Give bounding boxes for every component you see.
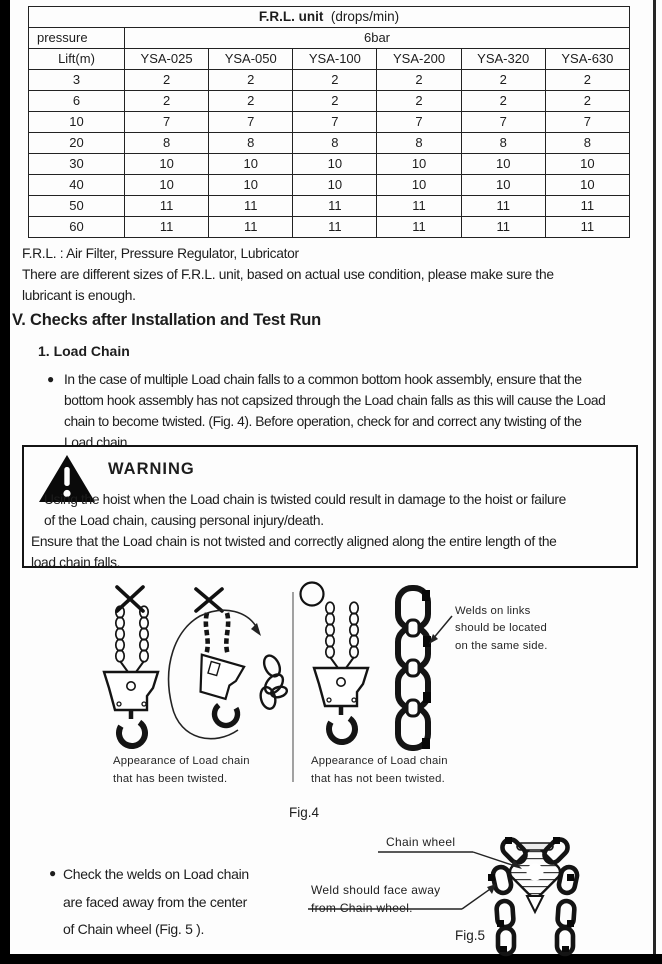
x-mark-icon (196, 589, 222, 611)
chain-wheel-label: Chain wheel (386, 835, 456, 849)
column-header: YSA-025 (125, 49, 209, 70)
caption-twisted: Appearance of Load chain that has been twisted. (113, 755, 250, 785)
table-row: 3 2 2 2 2 2 2 (29, 70, 630, 91)
pressure-label: pressure (29, 28, 125, 49)
knotted-chain-illustration (258, 653, 288, 710)
fig5-label: Fig.5 (455, 928, 486, 943)
weld-chain-illustration (398, 588, 431, 749)
fig4-label: Fig.4 (289, 805, 320, 820)
table-row: 40 10 10 10 10 10 10 (29, 175, 630, 196)
lift-header: Lift(m) (29, 49, 125, 70)
x-mark-icon (117, 587, 143, 611)
chain-wheel-illustration (488, 836, 579, 954)
warning-text: Using the hoist when the Load chain is twisted could result in damage to the hoist or failure of the Load chain, causing personal injury/death. Ensure that the Load chain is not twisted and correctly aligned along the entire length of the load chain falls. (31, 492, 566, 570)
column-header: YSA-200 (377, 49, 461, 70)
table-row: 30 10 10 10 10 10 10 (29, 154, 630, 175)
scan-left-border (0, 0, 10, 964)
subsection-heading: 1. Load Chain (38, 343, 130, 359)
table-title: F.R.L. unit (drops/min) (29, 7, 630, 28)
frl-table (28, 6, 630, 238)
section-heading: V. Checks after Installation and Test Run (12, 311, 322, 329)
table-row: 6 2 2 2 2 2 2 (29, 91, 630, 112)
weld-face-label: Weld should face away from Chain wheel. (311, 883, 441, 915)
column-header: YSA-050 (209, 49, 293, 70)
caption-not-twisted: Appearance of Load chain that has not been twisted. (311, 755, 448, 785)
load-chain-paragraph: In the case of multiple Load chain falls to a common bottom hook assembly, ensure that the bottom hook assembly has not capsized through the Load chain falls as this will cause the Load chain to become twisted. (Fig. 4). Before operation, check for and correct any twisting of the Load chain. (64, 372, 606, 450)
circle-ok-icon (301, 583, 324, 606)
chain-wheel-pointer (378, 852, 522, 869)
weld-note-arrow (429, 616, 452, 644)
column-header: YSA-320 (461, 49, 545, 70)
pressure-value: 6bar (125, 28, 630, 49)
column-header: YSA-630 (545, 49, 629, 70)
column-header: YSA-100 (293, 49, 377, 70)
table-pressure-row (29, 28, 630, 49)
twisted-hoist-illustration (169, 610, 261, 738)
table-title-row (29, 7, 630, 28)
warning-box (22, 445, 638, 568)
bullet-icon: ● (47, 372, 55, 386)
weld-note: Welds on links should be located on the same side. (455, 605, 548, 652)
table-row: 10 7 7 7 7 7 7 (29, 112, 630, 133)
frl-note-line1: There are different sizes of F.R.L. unit, based on actual use condition, please make sure the (22, 267, 554, 282)
straight-hoist-illustration (104, 606, 158, 751)
bullet-icon: ● (49, 866, 57, 880)
table-row: 50 11 11 11 11 11 11 (29, 196, 630, 217)
frl-note-line2: lubricant is enough. (22, 288, 136, 303)
frl-definition: F.R.L. : Air Filter, Pressure Regulator, Lubricator (22, 246, 299, 261)
table-header-row (29, 49, 630, 70)
table-row: 20 8 8 8 8 8 8 (29, 133, 630, 154)
scan-right-border (653, 0, 656, 964)
scan-bottom-border (0, 954, 662, 964)
warning-title: WARNING (108, 460, 195, 478)
weld-check-paragraph: Check the welds on Load chain are faced away from the center of Chain wheel (Fig. 5 ). (63, 866, 249, 937)
straight-hoist-right-illustration (314, 602, 368, 747)
table-row: 60 11 11 11 11 11 11 (29, 217, 630, 238)
